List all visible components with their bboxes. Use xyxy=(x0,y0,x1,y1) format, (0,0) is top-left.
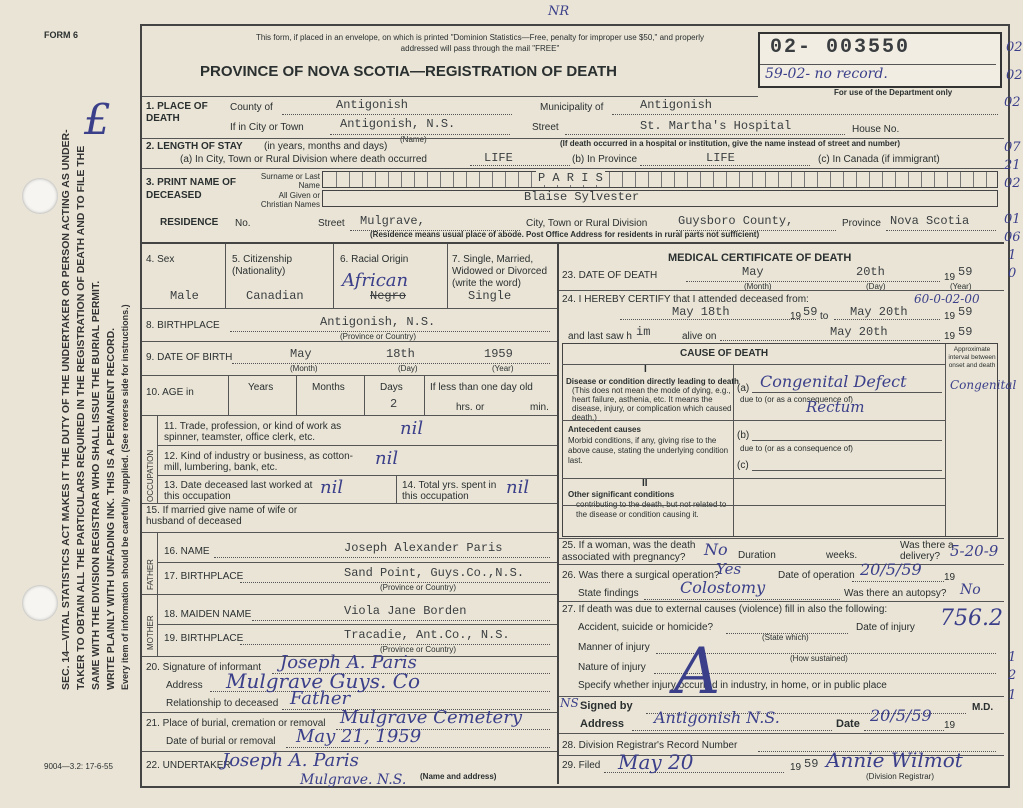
attended-from-year-prefix: 19 xyxy=(790,311,802,322)
hand-code: 60-0-02-00 xyxy=(914,292,980,306)
attended-to: May 20th xyxy=(850,305,908,319)
house-label: House No. xyxy=(852,124,900,135)
alive-year: 59 xyxy=(958,325,973,339)
form-title: PROVINCE OF NOVA SCOTIA—REGISTRATION OF DEATH xyxy=(200,63,617,80)
signature-mark: A xyxy=(674,635,721,709)
min-label: min. xyxy=(530,402,549,413)
dob-day-sub: (Day) xyxy=(398,364,418,373)
autopsy-label: Was there an autopsy? xyxy=(844,588,947,599)
attended-from: May 18th xyxy=(672,305,730,319)
stay-a-label: (a) In City, Town or Rural Division where death occurred xyxy=(180,154,427,165)
name-label: 3. PRINT NAME OF DECEASED xyxy=(146,177,237,201)
father-name: Joseph Alexander Paris xyxy=(344,541,503,555)
date-op-value: 20/5/59 xyxy=(860,560,922,579)
date-label: Date xyxy=(836,718,860,730)
citizenship-label: 5. Citizenship (Nationality) xyxy=(232,254,293,277)
race-typed: Negro xyxy=(370,289,407,303)
part-two: II xyxy=(642,478,648,489)
mother-bp: Tracadie, Ant.Co., N.S. xyxy=(344,628,510,642)
dob-year-sub: (Year) xyxy=(492,364,514,373)
interval-label: Approximate interval between onset and death xyxy=(948,346,996,369)
q12-value: nil xyxy=(375,448,399,469)
residence-label: RESIDENCE xyxy=(160,217,219,228)
icd-code: 756.2 xyxy=(940,606,1003,631)
code-6: 01 xyxy=(1004,212,1021,227)
autopsy-value: No xyxy=(960,582,981,598)
code-1: 02 xyxy=(1006,68,1023,83)
cause-title: CAUSE OF DEATH xyxy=(680,348,769,359)
date-op-year: 19 xyxy=(944,572,956,583)
undertaker-sub: (Name and address) xyxy=(420,772,497,781)
side-line4: WRITE PLAINLY WITH UNFADING INK. THIS IS A PERMANENT RECORD. xyxy=(105,327,117,690)
q26-value: Yes xyxy=(716,560,742,578)
residence-prov: Nova Scotia xyxy=(890,214,970,228)
informant-rel: Father xyxy=(290,688,351,709)
code-9: 0 xyxy=(1008,266,1017,281)
q24-label: 24. I HEREBY CERTIFY that I attended deceased from: xyxy=(562,294,809,305)
death-year-prefix: 19 xyxy=(944,272,956,283)
code-5: 02 xyxy=(1004,176,1021,191)
q28-label: 28. Division Registrar's Record Number xyxy=(562,740,738,751)
given-value: Blaise Sylvester xyxy=(524,190,640,204)
code-7: 06 xyxy=(1004,230,1021,245)
last-him: im xyxy=(636,325,651,339)
code-12: 1 xyxy=(1008,688,1017,703)
mother-maiden: Viola Jane Borden xyxy=(344,604,467,618)
dob-day: 18th xyxy=(386,347,415,361)
q27-label: 27. If death was due to external causes (violence) fill in also the following: xyxy=(562,604,888,615)
registrar-sig: Annie Wilmot xyxy=(826,748,963,772)
birthplace-value: Antigonish, N.S. xyxy=(320,315,436,329)
race-label: 6. Racial Origin xyxy=(340,254,409,265)
name-sub: (Name) xyxy=(400,135,427,144)
q14-value: nil xyxy=(506,477,530,498)
stay-label: 2. LENGTH OF STAY xyxy=(146,141,243,152)
findings-value: Colostomy xyxy=(680,578,766,597)
q13-label: 13. Date deceased last worked at this occupation xyxy=(164,480,313,502)
code-4: 21 xyxy=(1004,158,1021,173)
mother-bp-sub: (Province or Country) xyxy=(380,645,457,654)
cause-b-label: (b) xyxy=(737,430,750,441)
surname-value: P A R I S xyxy=(538,171,603,185)
residence-city: Guysboro County, xyxy=(678,214,794,228)
less-label: If less than one day old xyxy=(430,382,533,393)
q26-label: 26. Was there a surgical operation? xyxy=(562,570,720,581)
death-year-sub: (Year) xyxy=(950,282,972,291)
burial-place: Mulgrave Cemetery xyxy=(340,707,522,728)
alive-date: May 20th xyxy=(830,325,888,339)
mother-bp-label: 19. BIRTHPLACE xyxy=(164,633,244,644)
code-10: 1 xyxy=(1008,650,1017,665)
side-statute: SEC. 14—VITAL STATISTICS ACT MAKES IT THE DUTY OF THE UNDERTAKER OR PERSON ACTING AS UNDER- xyxy=(60,129,72,690)
punch-hole-top xyxy=(22,178,58,214)
accident-label: Accident, suicide or homicide? xyxy=(578,622,714,633)
top-note: NR xyxy=(548,4,570,19)
due-to-a: due to (or as a consequence of) xyxy=(740,395,853,404)
q23-label: 23. DATE OF DEATH xyxy=(562,270,658,281)
duration-label: Duration xyxy=(738,550,776,561)
sex-value: Male xyxy=(170,289,199,303)
delivery-value: 5-20-9 xyxy=(950,542,999,560)
due-to-b: due to (or as a consequence of) xyxy=(740,444,853,453)
residence-street-label: Street xyxy=(318,218,345,229)
q15-label: 15. If married give name of wife or husband of deceased xyxy=(146,505,298,527)
burial-date-label: Date of burial or removal xyxy=(166,736,276,747)
cause-a-label: (a) xyxy=(737,383,750,394)
dob-label: 9. DATE OF BIRTH xyxy=(146,352,233,363)
death-year: 59 xyxy=(958,265,973,279)
cause-a: Congenital Defect xyxy=(760,372,907,391)
filed-value: May 20 xyxy=(618,750,694,774)
registration-number: 02- 003550 xyxy=(770,36,911,59)
city-value: Antigonish, N.S. xyxy=(340,117,456,131)
months-label: Months xyxy=(312,382,345,393)
dob-year: 1959 xyxy=(484,347,513,361)
days-value: 2 xyxy=(390,397,398,411)
municipality-value: Antigonish xyxy=(640,98,713,112)
registrar-sub: (Division Registrar) xyxy=(866,772,935,781)
street-value: St. Martha's Hospital xyxy=(640,119,792,133)
filed-year-prefix: 19 xyxy=(790,762,802,773)
address-value: Antigonish N.S. xyxy=(654,708,780,727)
code-8: 1 xyxy=(1008,248,1017,263)
dob-month-sub: (Month) xyxy=(290,364,318,373)
stay-sub: (in years, months and days) xyxy=(264,141,388,152)
code-2: 02 xyxy=(1004,95,1021,110)
death-day-sub: (Day) xyxy=(866,282,886,291)
informant-sig-label: 20. Signature of informant xyxy=(146,662,262,673)
stay-b-label: (b) In Province xyxy=(572,154,638,165)
antecedent: Antecedent causes xyxy=(568,425,641,434)
attended-to-year: 59 xyxy=(958,305,973,319)
burial-date: May 21, 1959 xyxy=(296,726,422,747)
surname-grid xyxy=(322,171,998,188)
part-one: I xyxy=(644,364,647,375)
attended-to-year-prefix: 19 xyxy=(944,311,956,322)
informant-addr-label: Address xyxy=(166,680,203,691)
marital-label: 7. Single, Married, Widowed or Divorced (write the word) xyxy=(452,254,548,289)
undertaker-addr: Mulgrave. N.S. xyxy=(300,772,407,788)
address-label: Address xyxy=(580,718,625,730)
cause-c-label: (c) xyxy=(737,460,749,471)
form-number: FORM 6 xyxy=(44,30,79,40)
signed-label: Signed by xyxy=(580,700,633,712)
punch-hole-bottom xyxy=(22,585,58,621)
father-name-label: 16. NAME xyxy=(164,546,210,557)
street-label: Street xyxy=(532,122,559,133)
side-line5: Every item of information should be carefully supplied. (See reverse side for instructions.) xyxy=(120,304,130,690)
citizenship-value: Canadian xyxy=(246,289,304,303)
to-label: to xyxy=(820,311,829,322)
md-label: M.D. xyxy=(972,702,994,713)
code-0: 02 xyxy=(1006,40,1023,55)
alive-label: alive on xyxy=(682,331,717,342)
code-3: 07 xyxy=(1004,140,1021,155)
margin-mark: £ xyxy=(84,95,111,144)
stay-note: (If death occurred in a hospital or institution, give the name instead of street and number) xyxy=(560,139,901,148)
antecedent-note: Morbid conditions, if any, giving rise to the above cause, stating the underlying condition last. xyxy=(568,436,729,465)
informant-addr: Mulgrave Guys. Co xyxy=(226,669,421,693)
mother-maiden-label: 18. MAIDEN NAME xyxy=(164,609,252,620)
cause-direct-note: (This does not mean the mode of dying, e.g., heart failure, asthenia, etc. It means the disease, injury, or complication which caused death.) xyxy=(572,386,732,422)
sex-label: 4. Sex xyxy=(146,254,175,265)
specify-label: Specify whether injury occurred in industry, in home, or in public place xyxy=(578,680,887,691)
residence-note: (Residence means usual place of abode. Post Office Address for residents in rural parts not sufficient) xyxy=(370,230,760,239)
weeks-label: weeks. xyxy=(826,550,858,561)
date-op-label: Date of operation xyxy=(778,570,855,581)
header-notice: This form, if placed in an envelope, on which is printed "Dominion Statistics—Free, penalty for improper use $50," and properly addressed will pass through the mail "FREE" xyxy=(255,33,705,53)
occupation-side: OCCUPATION xyxy=(146,449,155,502)
footer-code: 9004—3.2: 17-6-55 xyxy=(44,762,113,771)
findings-label: State findings xyxy=(578,588,639,599)
burial-place-label: 21. Place of burial, cremation or removal xyxy=(146,718,326,729)
delivery-label: Was there a delivery? xyxy=(900,540,954,562)
side-line2: TAKER TO OBTAIN ALL THE PARTICULARS REQUIRED IN THE REGISTRATION OF DEATH AND TO FILE THE xyxy=(75,145,87,690)
state-which: (State which) xyxy=(762,633,809,642)
attended-from-year: 59 xyxy=(803,305,818,319)
q13-value: nil xyxy=(320,477,344,498)
age-label: 10. AGE in xyxy=(146,387,194,398)
department-use: For use of the Department only xyxy=(834,88,953,97)
other-note: contributing to the death, but not related to the disease or condition causing it. xyxy=(576,500,727,519)
given-label: All Given or Christian Names xyxy=(260,191,320,209)
date-injury-label: Date of injury xyxy=(856,622,915,633)
county-label: County of xyxy=(230,102,273,113)
residence-street: Mulgrave, xyxy=(360,214,425,228)
birthplace-label: 8. BIRTHPLACE xyxy=(146,320,220,331)
side-line3: SAME WITH THE DIVISION REGISTRAR WHO SHALL ISSUE THE BURIAL PERMIT. xyxy=(90,280,102,690)
residence-city-label: City, Town or Rural Division xyxy=(526,218,648,229)
father-bp-sub: (Province or Country) xyxy=(380,583,457,592)
death-month-sub: (Month) xyxy=(744,282,772,291)
hrs-label: hrs. or xyxy=(456,402,485,413)
birthplace-sub: (Province or Country) xyxy=(340,332,417,341)
medical-title: MEDICAL CERTIFICATE OF DEATH xyxy=(668,252,852,264)
county-value: Antigonish xyxy=(336,98,409,112)
q29-label: 29. Filed xyxy=(562,760,601,771)
q25-label: 25. If a woman, was the death associated with pregnancy? xyxy=(562,540,696,563)
filed-year: 59 xyxy=(804,757,819,771)
race-hand: African xyxy=(342,270,409,291)
city-label: If in City or Town xyxy=(230,122,304,133)
stay-b-value: LIFE xyxy=(706,151,735,165)
dob-month: May xyxy=(290,347,312,361)
residence-prov-label: Province xyxy=(842,218,881,229)
how-sustained: (How sustained) xyxy=(790,654,848,663)
father-bp-label: 17. BIRTHPLACE xyxy=(164,571,244,582)
years-label: Years xyxy=(248,382,274,393)
given-grid xyxy=(322,190,998,207)
marital-value: Single xyxy=(468,289,512,303)
q11-label: 11. Trade, profession, or kind of work as spinner, teamster, office clerk, etc. xyxy=(164,421,342,443)
informant-sig: Joseph A. Paris xyxy=(280,652,417,673)
last-label: and last saw h xyxy=(568,331,632,342)
death-month: May xyxy=(742,265,764,279)
stay-a-value: LIFE xyxy=(484,151,513,165)
death-day: 20th xyxy=(856,265,885,279)
father-bp: Sand Point, Guys.Co.,N.S. xyxy=(344,566,525,580)
q11-value: nil xyxy=(400,418,424,439)
days-label: Days xyxy=(380,382,403,393)
cause-a-extra: Congenital xyxy=(950,378,1017,392)
manner-label: Manner of injury xyxy=(578,642,650,653)
q25-value: No xyxy=(704,540,728,559)
stay-c-label: (c) In Canada (if immigrant) xyxy=(818,154,940,165)
surname-label: Surname or Last Name xyxy=(260,172,320,190)
cause-a2: Rectum xyxy=(806,398,865,416)
nature-label: Nature of injury xyxy=(578,662,646,673)
date-year-prefix: 19 xyxy=(944,720,956,731)
informant-rel-label: Relationship to deceased xyxy=(166,698,279,709)
undertaker-sig: Joseph A. Paris xyxy=(222,750,359,771)
other-conditions: Other significant conditions xyxy=(568,490,675,499)
mother-side: MOTHER xyxy=(146,615,155,650)
municipality-label: Municipality of xyxy=(540,102,604,113)
code-11: 2 xyxy=(1008,668,1017,683)
place-label: 1. PLACE OF DEATH xyxy=(146,101,208,124)
residence-no-label: No. xyxy=(235,218,251,229)
ns-mark: NS xyxy=(560,696,579,710)
registration-note: 59-02- no record. xyxy=(765,66,888,82)
cause-direct: Disease or condition directly leading to death xyxy=(566,377,739,386)
father-side: FATHER xyxy=(146,559,155,590)
alive-year-prefix: 19 xyxy=(944,331,956,342)
q14-label: 14. Total yrs. spent in this occupation xyxy=(402,480,497,502)
q12-label: 12. Kind of industry or business, as cotton-mill, lumbering, bank, etc. xyxy=(164,451,353,473)
date-value: 20/5/59 xyxy=(870,706,932,725)
undertaker-label: 22. UNDERTAKER xyxy=(146,760,231,771)
